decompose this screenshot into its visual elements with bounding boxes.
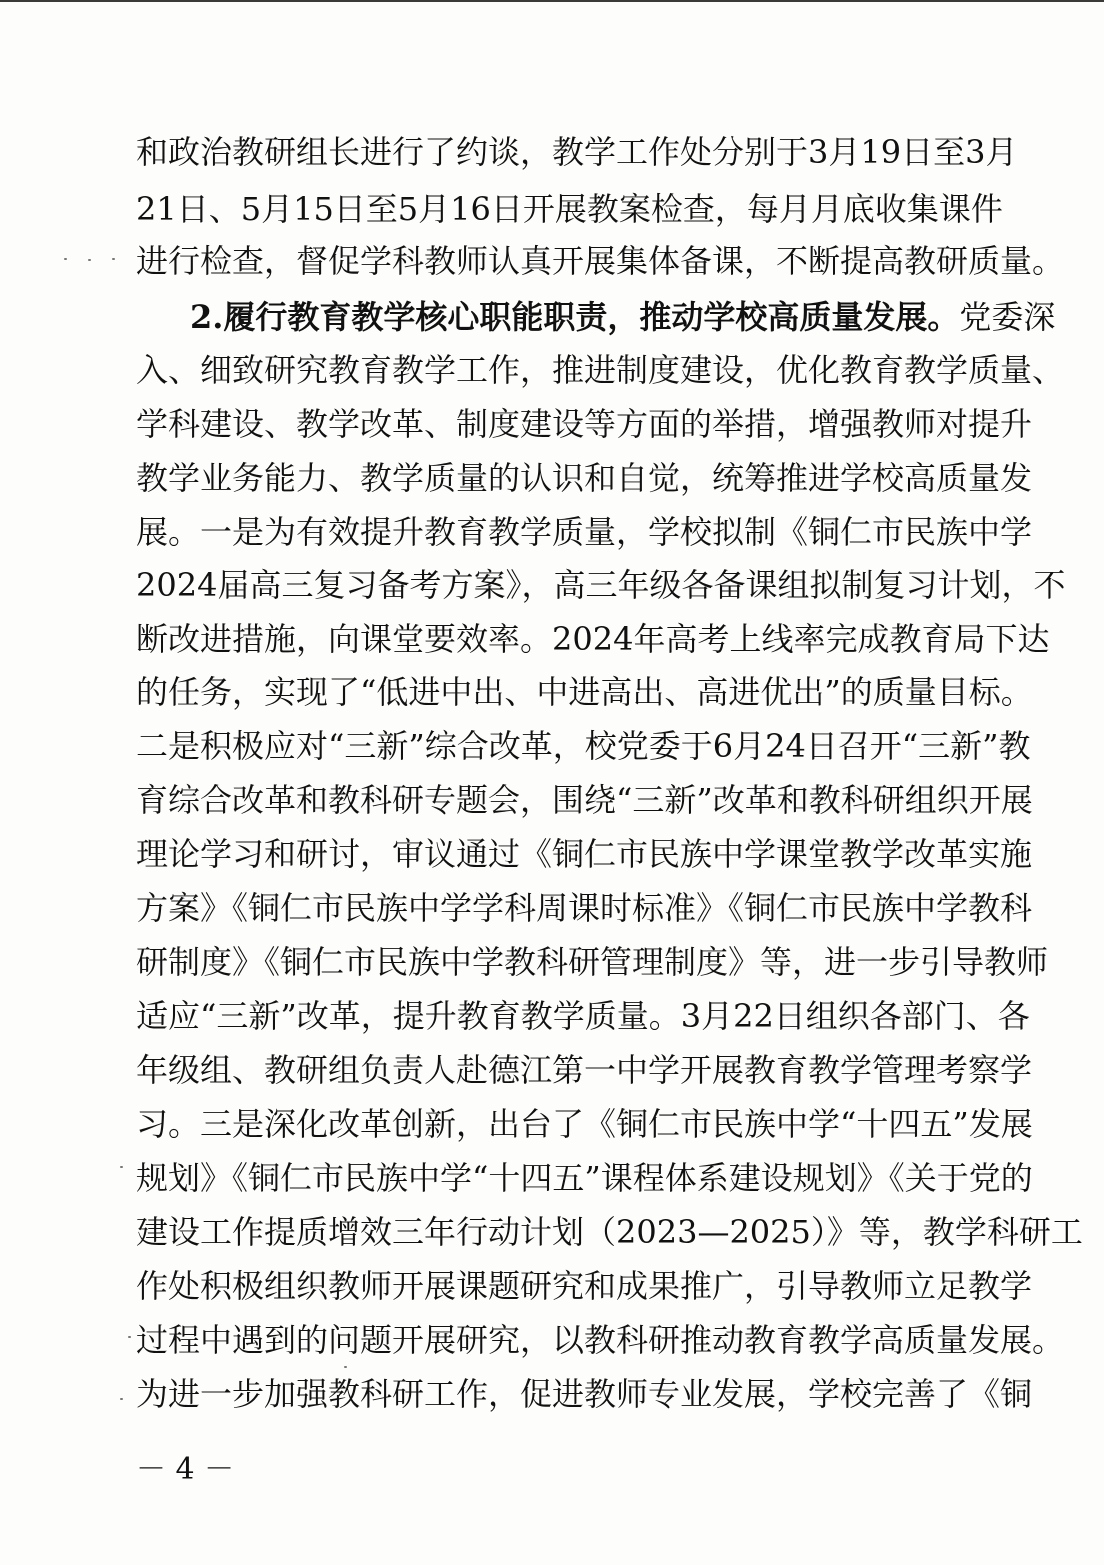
text-line-14: 理论学习和研讨，审议通过《铜仁市民族中学课堂教学改革实施 <box>136 835 1033 873</box>
section-heading-bold: 2.履行教育教学核心职能职责，推动学校高质量发展。 <box>190 298 960 336</box>
text-line-13: 育综合改革和教科研专题会，围绕“三新”改革和教科研组织开展 <box>136 781 1033 819</box>
scan-speck <box>64 258 67 260</box>
text-line-16: 研制度》《铜仁市民族中学教科研管理制度》等，进一步引导教师 <box>136 943 1049 981</box>
text-line-11: 的任务，实现了“低进中出、中进高出、高进优出”的质量目标。 <box>136 673 1033 711</box>
text-line-8: 展。一是为有效提升教育教学质量，学校拟制《铜仁市民族中学 <box>136 513 1033 551</box>
scan-speck <box>88 259 91 261</box>
top-border-rule <box>0 0 1104 2</box>
text-line-24: 为进一步加强教科研工作，促进教师专业发展，学校完善了《铜 <box>136 1375 1033 1413</box>
text-line-9: 2024届高三复习备考方案》，高三年级各备课组拟制复习计划，不 <box>136 566 1066 604</box>
text-line-17: 适应“三新”改革，提升教育教学质量。3月22日组织各部门、各 <box>136 997 1030 1035</box>
scan-speck <box>112 258 115 260</box>
text-line-18: 年级组、教研组负责人赴德江第一中学开展教育教学管理考察学 <box>136 1051 1033 1089</box>
text-line-1: 和政治教研组长进行了约谈，教学工作处分别于3月19日至3月 <box>136 133 1018 171</box>
text-line-12: 二是积极应对“三新”综合改革，校党委于6月24日召开“三新”教 <box>136 727 1031 765</box>
page-number: － 4 － <box>136 1452 235 1487</box>
text-line-5: 入、细致研究教育教学工作，推进制度建设，优化教育教学质量、 <box>136 351 1065 389</box>
text-line-15: 方案》《铜仁市民族中学学科周课时标准》《铜仁市民族中学教科 <box>136 889 1033 927</box>
scan-speck <box>128 1336 131 1338</box>
text-line-22: 作处积极组织教师开展课题研究和成果推广，引导教师立足教学 <box>136 1267 1033 1305</box>
text-line-3: 进行检查，督促学科教师认真开展集体备课，不断提高教研质量。 <box>136 242 1065 280</box>
text-line-20: 规划》《铜仁市民族中学“十四五”课程体系建设规划》《关于党的 <box>136 1159 1033 1197</box>
scan-speck <box>120 1398 123 1400</box>
section-heading-line <box>190 289 1056 345</box>
text-line-2: 21日、5月15日至5月16日开展教案检查，每月月底收集课件 <box>136 190 1003 228</box>
text-line-6: 学科建设、教学改革、制度建设等方面的举措，增强教师对提升 <box>136 405 1033 443</box>
text-line-19: 习。三是深化改革创新，出台了《铜仁市民族中学“十四五”发展 <box>136 1105 1033 1143</box>
text-line-10: 断改进措施，向课堂要效率。2024年高考上线率完成教育局下达 <box>136 620 1050 658</box>
section-heading-rest: 党委深 <box>959 298 1056 336</box>
scan-speck <box>344 1366 347 1368</box>
text-line-21: 建设工作提质增效三年行动计划（2023—2025）》等，教学科研工 <box>136 1213 1083 1251</box>
text-line-7: 教学业务能力、教学质量的认识和自觉，统筹推进学校高质量发 <box>136 459 1033 497</box>
scan-speck <box>120 1166 123 1168</box>
text-line-23: 过程中遇到的问题开展研究，以教科研推动教育教学高质量发展。 <box>136 1321 1065 1359</box>
